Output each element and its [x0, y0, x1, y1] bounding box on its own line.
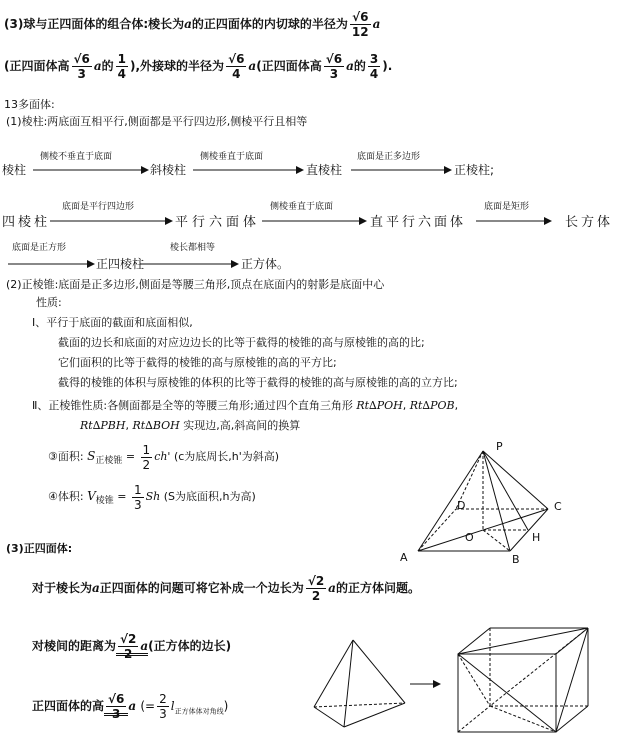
frac-num: 1 — [142, 442, 151, 457]
frac-num: √6 — [108, 692, 125, 706]
property-2-tail: 实现边,高,斜高间的换算 — [183, 419, 301, 432]
frac-den: 2 — [142, 457, 151, 472]
arrow-label-1-3: 底面是正多边形 — [357, 152, 421, 162]
node-right-prism: 直棱柱 — [306, 163, 343, 177]
area-expr: ch' — [154, 450, 171, 463]
properties-label: 性质: — [36, 296, 62, 309]
node-parallelepiped: 平行六面体 — [175, 215, 261, 230]
var-a: a — [92, 581, 100, 595]
var-a: a — [346, 59, 354, 73]
node-cuboid: 长方体 — [565, 215, 614, 230]
volume-formula — [48, 480, 256, 517]
volume-subscript: 棱锥 — [95, 496, 114, 507]
arrow-label-1-1: 侧棱不垂直于底面 — [40, 152, 113, 162]
text-seg: 的正四面体的内切球的半径为 — [191, 17, 348, 31]
property-1-line-3: 截得的棱锥的体积与原棱锥的体积的比等于截得的棱锥的高与原棱锥的高的立方比; — [58, 376, 458, 389]
node-right-parallelepiped: 直平行六面体 — [370, 215, 467, 230]
polyhedron-heading: 13多面体: — [4, 98, 55, 111]
var-a: a — [140, 639, 149, 653]
text-seg: 的 — [101, 59, 114, 73]
prism-definition: (1)棱柱:两底面互相平行,侧面都是平行四边形,侧棱平行且相等 — [6, 115, 308, 128]
node-regular-prism: 正棱柱; — [454, 163, 495, 177]
volume-note: (S为底面积,h为高) — [163, 490, 256, 503]
arrow-label-3-1: 底面是正方形 — [12, 243, 67, 253]
var-a: a — [184, 17, 192, 31]
frac-num: 1 — [117, 52, 127, 66]
node-quad-prism: 四棱柱 — [2, 215, 51, 230]
frac-den: 12 — [351, 25, 369, 39]
var-l: l — [170, 699, 175, 713]
text-seg: 正四面体的问题可将它补成一个边长为 — [99, 581, 304, 595]
cube-edge-fraction — [306, 574, 326, 603]
label-H: H — [532, 531, 541, 544]
frac-num: √6 — [73, 52, 90, 66]
frac-num: √6 — [325, 52, 343, 66]
l-subscript: 正方体体对角线 — [174, 707, 224, 716]
area-note: (c为底周长,h'为斜高) — [173, 450, 280, 463]
text-seg: ),外接球的半径为 — [130, 59, 225, 73]
frac-num: √6 — [228, 52, 245, 66]
frac-num: 2 — [159, 692, 167, 706]
area-formula — [48, 440, 279, 477]
frac-den: 4 — [117, 67, 127, 81]
text-seg: (正四面体高 — [4, 59, 70, 73]
arrow-label-3-2: 棱长都相等 — [170, 243, 216, 253]
area-label: ③面积: — [48, 450, 84, 463]
frac-den: 4 — [232, 67, 241, 81]
text-seg: (3)球与正四面体的组合体:棱长为 — [4, 17, 185, 31]
rt-boh: Rt∆BOH — [132, 419, 180, 432]
frac-den: 3 — [133, 497, 142, 512]
frac-den: 3 — [77, 67, 86, 81]
area-symbol: S — [87, 449, 96, 463]
tetra-line-3 — [32, 686, 228, 731]
var-a: a — [128, 699, 137, 713]
arrow-label-2-1: 底面是平行四边形 — [62, 202, 135, 212]
frac-den: 2 — [124, 647, 133, 661]
rt-poh: Rt∆POH — [356, 399, 403, 412]
tetrahedron-figure — [314, 640, 405, 727]
node-square-prism: 正四棱柱 — [96, 257, 145, 271]
volume-fraction — [132, 483, 144, 512]
var-a: a — [93, 59, 102, 73]
text-seg: (正四面体高 — [256, 59, 322, 73]
node-cube: 正方体。 — [241, 257, 290, 271]
node-prism: 棱柱 — [2, 163, 27, 177]
property-1-line-2: 它们面积的比等于截得的棱锥的高与原棱锥的高的平方比; — [58, 356, 337, 369]
var-a: a — [328, 581, 336, 595]
property-2-line-2: Rt∆PBH, Rt∆BOH 实现边,高,斜高间的换算 — [80, 419, 301, 432]
text-seg: 正四面体的高 — [32, 699, 105, 713]
tetra-height-fraction — [106, 692, 126, 721]
rt-pbh: Rt∆PBH — [80, 419, 126, 432]
frac-den: 3 — [112, 707, 121, 721]
node-oblique-prism: 斜棱柱 — [150, 163, 187, 177]
arrow-label-2-2: 侧棱垂直于底面 — [270, 202, 334, 212]
text-seg: ). — [382, 59, 393, 73]
pyramid-figure — [418, 451, 548, 551]
label-A: A — [400, 551, 408, 564]
text-seg: (= — [140, 699, 156, 713]
two-thirds-fraction — [157, 692, 169, 721]
var-a: a — [372, 17, 381, 31]
arrow-label-1-2: 侧棱垂直于底面 — [200, 152, 264, 162]
frac-den: 2 — [311, 589, 321, 603]
frac-den: 4 — [369, 67, 379, 81]
label-O: O — [465, 531, 474, 544]
pyramid-definition: (2)正棱锥:底面是正多边形,侧面是等腰三角形,顶点在底面内的射影是底面中心 — [6, 278, 385, 291]
frac-num: √6 — [350, 10, 371, 25]
frac-num: 3 — [369, 52, 379, 66]
label-P: P — [496, 440, 503, 453]
label-B: B — [512, 553, 520, 566]
area-subscript: 正棱锥 — [95, 456, 123, 467]
property-2-line: Ⅱ、正棱锥性质:各侧面都是全等的等腰三角形;通过四个直角三角形 Rt∆POH, Rt∆POB, — [32, 399, 459, 412]
frac-den: 3 — [159, 707, 167, 721]
text-seg: 对棱间的距离为 — [32, 639, 117, 653]
property-2-text: Ⅱ、正棱锥性质:各侧面都是全等的等腰三角形;通过四个直角三角形 — [32, 399, 353, 412]
arrow-label-2-3: 底面是矩形 — [484, 202, 530, 212]
label-D: D — [457, 499, 466, 512]
property-1-title: Ⅰ、平行于底面的截面和底面相似, — [32, 316, 193, 329]
volume-label: ④体积: — [48, 490, 84, 503]
property-1-line-1: 截面的边长和底面的对应边边长的比等于截得的棱锥的高与原棱锥的高的比; — [58, 336, 425, 349]
cube-figure — [458, 628, 588, 732]
equals: = — [117, 490, 127, 503]
frac-num: √2 — [120, 632, 137, 646]
text-seg: ) — [223, 699, 229, 713]
volume-symbol: V — [87, 489, 96, 503]
tetra-heading: (3)正四面体: — [6, 542, 73, 555]
text-seg: 的 — [353, 59, 366, 73]
text-seg: (正方体的边长) — [148, 639, 232, 653]
text-seg: 对于棱长为 — [32, 581, 93, 595]
equals: = — [125, 450, 136, 463]
tetra-line-2 — [32, 626, 231, 666]
frac-num: 1 — [133, 482, 142, 497]
edge-distance-fraction — [118, 632, 138, 661]
rt-pob: Rt∆POB — [409, 399, 455, 412]
tetra-line-1 — [32, 568, 420, 608]
label-C: C — [554, 500, 562, 513]
frac-den: 3 — [329, 67, 339, 81]
var-a: a — [248, 59, 257, 73]
volume-expr: Sh — [145, 490, 161, 503]
text-seg: 的正方体问题。 — [335, 581, 420, 595]
frac-num: √2 — [307, 574, 325, 588]
area-fraction — [141, 443, 153, 472]
